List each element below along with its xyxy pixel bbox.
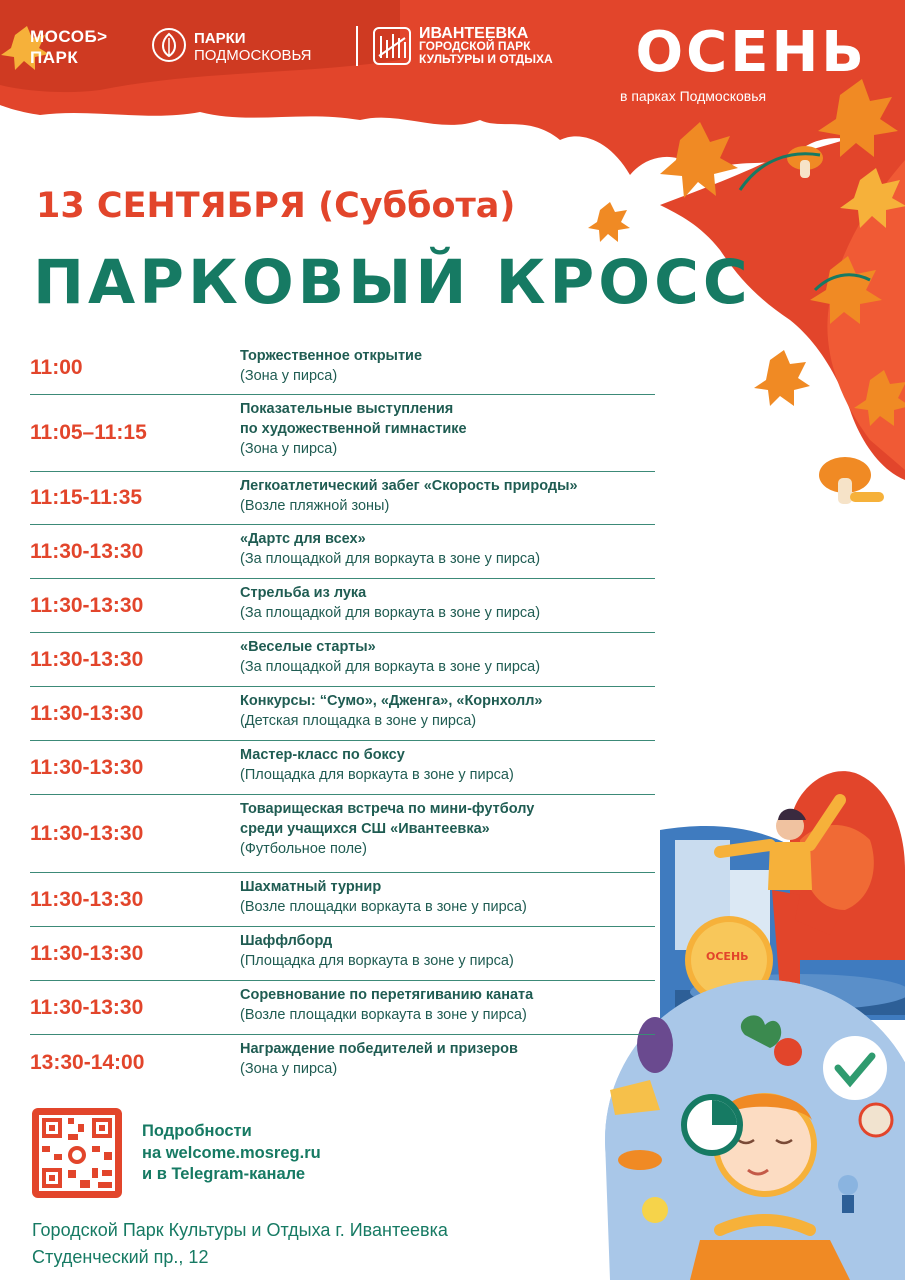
schedule-description <box>240 795 534 872</box>
mosobpark-logo-line2: ПАРК <box>30 48 79 67</box>
schedule-location: (Возле пляжной зоны) <box>240 498 390 514</box>
schedule-event-title: Стрельба из лука <box>240 585 367 601</box>
schedule-location: (Футбольное поле) <box>240 841 367 857</box>
schedule-location: (Зона у пирса) <box>240 1061 338 1077</box>
schedule-time: 11:30-13:30 <box>30 995 144 1019</box>
park-address: Студенческий пр., 12 <box>32 1247 209 1267</box>
schedule-table <box>30 342 655 1090</box>
schedule-location: (За площадкой для воркаута в зоне у пирса) <box>240 605 541 621</box>
schedule-row <box>30 795 655 873</box>
more-info-line3: и в Telegram-канале <box>142 1165 306 1183</box>
schedule-row <box>30 741 655 795</box>
ivant-logo-line3: КУЛЬТУРЫ И ОТДЫХА <box>419 52 553 66</box>
schedule-event-title: Конкурсы: “Сумо», «Дженга», «Корнхолл» <box>240 693 543 709</box>
more-info-link[interactable]: на welcome.mosreg.ru <box>142 1143 321 1162</box>
schedule-description <box>240 342 422 394</box>
osen-festival-subtitle: в парках Подмосковья <box>620 88 767 104</box>
schedule-time: 11:30-13:30 <box>30 539 144 563</box>
more-info-line1: Подробности <box>142 1122 252 1140</box>
schedule-location: (Возле площадки воркаута в зоне у пирса) <box>240 1007 527 1023</box>
schedule-description <box>240 873 527 926</box>
ivant-logo-line1: ИВАНТЕЕВКА <box>419 25 529 42</box>
schedule-location: (Зона у пирса) <box>240 368 338 384</box>
schedule-time: 11:30-13:30 <box>30 755 144 779</box>
schedule-event-title: Шаффлборд <box>240 933 333 949</box>
schedule-row <box>30 873 655 927</box>
ivant-logo-line2: ГОРОДСКОЙ ПАРК <box>419 39 531 53</box>
schedule-time: 11:30-13:30 <box>30 887 144 911</box>
schedule-location: (Возле площадки воркаута в зоне у пирса) <box>240 899 527 915</box>
schedule-time: 11:15-11:35 <box>30 486 143 509</box>
schedule-event-title: Соревнование по перетягиванию каната <box>240 987 534 1003</box>
mosobpark-logo-line1: МОСОБ> <box>30 27 108 46</box>
schedule-time: 11:30-13:30 <box>30 821 144 845</box>
schedule-event-title: Мастер-класс по боксу <box>240 747 405 763</box>
schedule-time: 11:30-13:30 <box>30 701 144 725</box>
logo-divider <box>356 26 358 66</box>
schedule-description <box>240 981 533 1034</box>
schedule-time: 11:05–11:15 <box>30 421 147 444</box>
schedule-description <box>240 927 514 980</box>
parki-logo-line1: ПАРКИ <box>194 30 246 47</box>
schedule-description <box>240 525 540 578</box>
schedule-location: (Площадка для воркаута в зоне у пирса) <box>240 767 514 783</box>
schedule-location: (Зона у пирса) <box>240 441 338 457</box>
schedule-row <box>30 579 655 633</box>
osen-festival-logo: ОСЕНЬ <box>635 20 867 85</box>
schedule-event-title: Торжественное открытие <box>240 348 423 364</box>
schedule-event-title: среди учащихся СШ «Ивантеевка» <box>240 821 490 837</box>
ivanteevka-park-logo <box>419 27 553 66</box>
schedule-description <box>240 395 467 471</box>
ball-label: ОСЕНЬ <box>706 950 749 963</box>
schedule-location: (За площадкой для воркаута в зоне у пирса) <box>240 551 541 567</box>
schedule-event-title: «Веселые старты» <box>240 639 376 655</box>
schedule-description <box>240 579 540 632</box>
schedule-row <box>30 981 655 1035</box>
qr-code <box>32 1108 122 1198</box>
more-info-text <box>142 1121 321 1186</box>
leaf-emblem-icon <box>151 27 187 63</box>
schedule-event-title: «Дартс для всех» <box>240 531 366 547</box>
schedule-time: 13:30-14:00 <box>30 1050 145 1074</box>
schedule-event-title: Награждение победителей и призеров <box>240 1041 518 1057</box>
parki-logo-line2: ПОДМОСКОВЬЯ <box>194 47 312 64</box>
schedule-row <box>30 633 655 687</box>
schedule-row <box>30 472 655 525</box>
schedule-time: 11:30-13:30 <box>30 593 144 617</box>
schedule-event-title: Шахматный турнир <box>240 879 382 895</box>
schedule-location: (Детская площадка в зоне у пирса) <box>240 713 477 729</box>
schedule-time: 11:30-13:30 <box>30 941 144 965</box>
schedule-description <box>240 741 514 794</box>
schedule-row <box>30 342 655 395</box>
schedule-description <box>240 687 542 740</box>
schedule-event-title: по художественной гимнастике <box>240 421 467 437</box>
schedule-location: (За площадкой для воркаута в зоне у пирса) <box>240 659 541 675</box>
schedule-event-title: Показательные выступления <box>240 401 454 417</box>
schedule-description <box>240 633 540 686</box>
schedule-event-title: Легкоатлетический забег «Скорость природы» <box>240 478 578 494</box>
schedule-row <box>30 395 655 472</box>
schedule-time: 11:30-13:30 <box>30 647 144 671</box>
schedule-description <box>240 472 578 524</box>
mosobpark-logo <box>30 26 108 68</box>
event-title: ПАРКОВЫЙ КРОСС <box>33 247 752 318</box>
schedule-time: 11:00 <box>30 356 83 379</box>
schedule-row <box>30 687 655 741</box>
schedule-description <box>240 1035 518 1090</box>
schedule-row <box>30 1035 655 1090</box>
event-date: 13 СЕНТЯБРЯ (Суббота) <box>36 186 516 226</box>
parki-podmoskovya-logo <box>194 30 312 64</box>
ivanteevka-park-icon <box>372 26 412 66</box>
schedule-location: (Площадка для воркаута в зоне у пирса) <box>240 953 514 969</box>
schedule-row <box>30 927 655 981</box>
schedule-event-title: Товарищеская встреча по мини-футболу <box>240 801 535 817</box>
schedule-row <box>30 525 655 579</box>
park-name: Городской Парк Культуры и Отдыха г. Ивантеевка <box>32 1220 448 1240</box>
